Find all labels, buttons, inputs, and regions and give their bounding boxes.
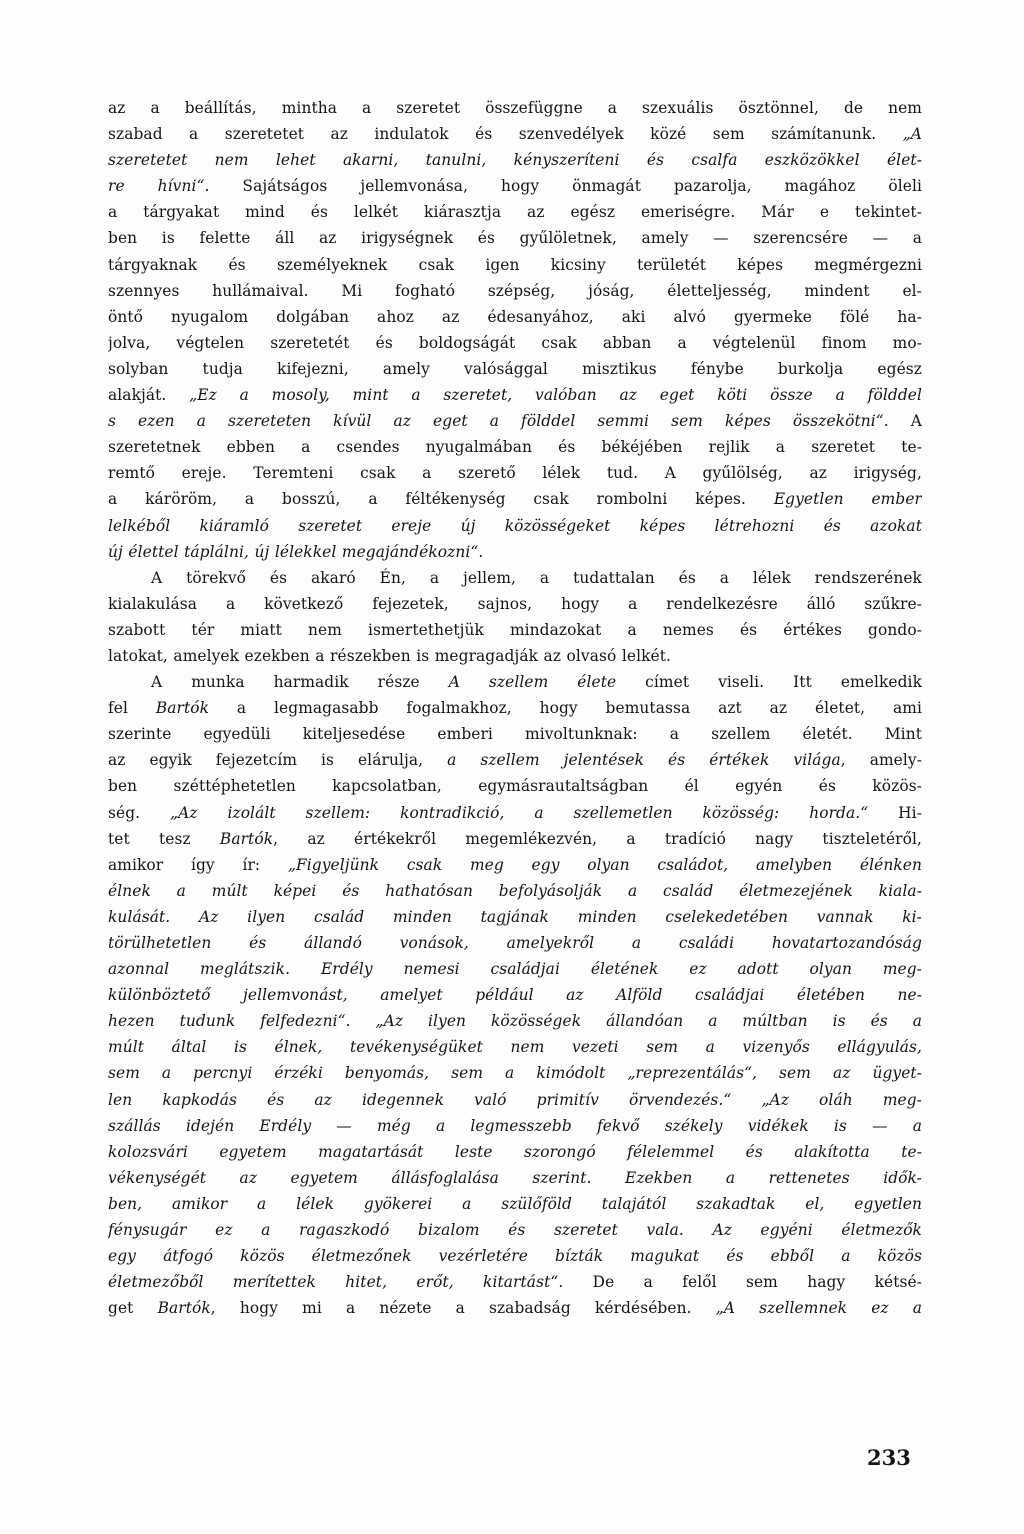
text-line [108,721,922,747]
text-line [108,669,922,695]
text-line [108,278,922,304]
text-line [108,930,922,956]
body-text [108,95,922,1321]
italic-text-span: kolozsvári egyetem magatartását leste szorongó félelemmel és alakította te- [108,1142,922,1161]
text-line [108,1060,922,1086]
text-line [108,695,922,721]
text-span: szennyes hullámaival. Mi fogható szépség, jóság, életteljesség, mindent el- [108,281,922,300]
italic-text-span: szeretetet nem lehet akarni, tanulni, kényszeríteni és csalfa eszközökkel élet- [108,151,922,170]
text-line [108,95,922,121]
text-span: az a beállítás, mintha a szeretet összefüggne a szexuális ösztönnel, de nem [108,99,922,117]
italic-text-span: Bartók [155,699,210,718]
italic-text-span: élnek a múlt képei és hathatósan befolyásolják a család életmezejének kiala- [108,881,922,900]
text-line [108,643,922,669]
text-line [108,1087,922,1113]
text-span: jolva, végtelen szeretetét és boldogságát csak abban a végtelenül finom mo- [108,333,922,352]
italic-text-span: ben, amikor a lélek gyökerei a szülőföld talajától szakadtak el, egyetlen [108,1194,922,1213]
text-line [108,539,922,565]
text-line [108,382,922,408]
italic-text-span: különböztető jellemvonást, amelyet például az Alföld családjai életében ne- [108,986,922,1005]
text-line [108,434,922,460]
text-line [108,1191,922,1217]
text-line [108,304,922,330]
text-line [108,878,922,904]
text-line [108,1008,922,1034]
text-span: , amely- [840,751,922,770]
text-line [108,773,922,799]
italic-text-span: sem a percnyi érzéki benyomás, sem a kimódolt „reprezentálás“, sem az ügyet- [108,1064,922,1083]
italic-text-span: egy átfogó közös életmezőnek vezérletére bízták magukat és ebből a közös [108,1247,922,1266]
text-line [108,852,922,878]
text-line [108,1165,922,1191]
italic-text-span: Bartók [219,829,274,848]
text-span: A munka harmadik része [151,673,449,692]
text-line [108,330,922,356]
text-span: tárgyaknak és személyeknek csak igen kicsiny területét képes megmérgezni [108,255,922,274]
text-line [108,826,922,852]
text-line [108,1113,922,1139]
text-span: szabott tér miatt nem ismertethetjük mindazokat a nemes és értékes gondo- [108,620,922,639]
text-line [108,1295,922,1321]
italic-text-span: szállás idején Erdély — még a legmesszebb fekvő székely vidékek is — a [108,1116,922,1135]
italic-text-span: kulását. Az ilyen család minden tagjának minden cselekedetében vannak ki- [108,907,922,926]
italic-text-span: re hívni“. [108,177,243,196]
text-line [108,225,922,251]
text-line [108,408,922,434]
italic-text-span: életmezőből merítettek hitet, erőt, kitartást“. [108,1273,593,1292]
text-span: get [108,1299,158,1318]
text-line [108,591,922,617]
italic-text-span: fénysugár ez a ragaszkodó bizalom és szeretet vala. Az egyéni életmezők [108,1221,922,1240]
italic-text-span: s ezen a szereteten kívül az eget a földdel semmi sem képes összekötni“. [108,412,911,431]
italic-text-span: új élettel táplálni, új lélekkel megajándékozni“. [108,542,484,561]
text-span: solyban tudja kifejezni, amely valósággal misztikus fénybe burkolja egész [108,359,922,378]
text-line [108,1034,922,1060]
text-span: ben széttéphetetlen kapcsolatban, egymásrautaltságban él egyén és közös- [108,777,922,796]
text-line [108,904,922,930]
italic-text-span: hezen tudunk felfedezni“. „Az ilyen közösségek állandóan a múltban is és a [108,1012,922,1031]
italic-text-span: Bartók [157,1299,211,1318]
text-line [108,356,922,382]
text-span: tet tesz [108,829,220,848]
text-span: szabad a szeretetet az indulatok és szenvedélyek közé sem számítanunk. [108,125,903,144]
italic-text-span: „Figyeljünk csak meg egy olyan családot, amelyben élénken [287,855,922,874]
text-line [108,956,922,982]
text-line [108,800,922,826]
text-line [108,513,922,539]
text-span: a tárgyakat mind és lelkét kiárasztja az egész emeriségre. Már e tekintet- [108,203,922,222]
text-span: , hogy mi a nézete a szabadság kérdésében. [210,1299,716,1318]
text-span: ség. [108,803,171,822]
text-span: latokat, amelyek ezekben a részekben is megragadják az olvasó lelkét. [108,646,671,665]
text-span: a legmagasabb fogalmakhoz, hogy bemutassa azt az életet, ami [209,699,922,718]
italic-text-span: „Ez a mosoly, mint a szeretet, valóban az eget köti össze a földdel [189,386,922,405]
text-line [108,486,922,512]
text-span: a káröröm, a bosszú, a féltékenység csak rombolni képes. [108,490,774,509]
italic-text-span: A szellem élete [448,673,617,692]
italic-text-span: Egyetlen ember [773,490,922,509]
text-span: fel [108,699,156,718]
text-span: A [910,412,922,431]
text-span: alakját. [108,386,190,405]
text-line [108,147,922,173]
text-line [108,565,922,591]
text-span: , az értékekről megemlékezvén, a tradíció nagy tiszteletéről, [273,829,922,848]
text-line [108,1269,922,1295]
italic-text-span: „A [902,125,922,144]
text-line [108,1217,922,1243]
text-line [108,252,922,278]
text-span: szeretetnek ebben a csendes nyugalmában és békéjében rejlik a szeretet te- [108,438,922,457]
page-number: 233 [867,1445,911,1470]
italic-text-span: a szellem jelentések és értékek világa [447,751,841,770]
text-span: címet viseli. Itt emelkedik [616,673,922,692]
text-span: A törekvő és akaró Én, a jellem, a tudattalan és a lélek rendszerének [151,568,922,587]
text-span: öntő nyugalom dolgában ahoz az édesanyához, aki alvó gyermeke fölé ha- [108,307,922,326]
text-line [108,1139,922,1165]
text-span: remtő ereje. Teremteni csak a szerető lélek tud. A gyűlölség, az irigység, [108,464,922,483]
text-span: az egyik fejezetcím is elárulja, [108,751,448,770]
italic-text-span: vékenységét az egyetem állásfoglalása szerint. Ezekben a rettenetes idők- [108,1168,922,1187]
text-line [108,121,922,147]
text-line [108,617,922,643]
text-span: ben is felette áll az irigységnek és gyűlöletnek, amely — szerencsére — a [108,229,922,248]
italic-text-span: „A szellemnek ez a [715,1299,922,1318]
italic-text-span: lelkéből kiáramló szeretet ereje új közösségeket képes létrehozni és azokat [108,516,922,535]
text-span: szerinte egyedüli kiteljesedése emberi mivoltunknak: a szellem életét. Mint [108,725,922,744]
text-line [108,199,922,225]
italic-text-span: „Az izolált szellem: kontradikció, a szellemetlen közösség: horda.“ [170,803,869,822]
text-span: Sajátságos jellemvonása, hogy önmagát pazarolja, magához öleli [242,177,922,196]
italic-text-span: múlt által is élnek, tevékenységüket nem vezeti sem a vizenyős ellágyulás, [108,1038,922,1057]
text-span: De a felől sem hagy kétsé- [592,1273,922,1292]
italic-text-span: törülhetetlen és állandó vonások, amelyekről a családi hovatartozandóság [108,934,922,952]
text-line [108,982,922,1008]
text-span: kialakulása a következő fejezetek, sajnos, hogy a rendelkezésre álló szűkre- [108,594,922,613]
italic-text-span: len kapkodás és az idegennek való primitív örvendezés.“ „Az oláh meg- [108,1090,922,1109]
text-line [108,747,922,773]
text-line [108,460,922,486]
text-span: amikor így ír: [108,855,288,874]
text-line [108,173,922,199]
text-span: Hi- [868,803,922,822]
italic-text-span: azonnal meglátszik. Erdély nemesi családjai életének ez adott olyan meg- [108,960,922,979]
text-line [108,1243,922,1269]
